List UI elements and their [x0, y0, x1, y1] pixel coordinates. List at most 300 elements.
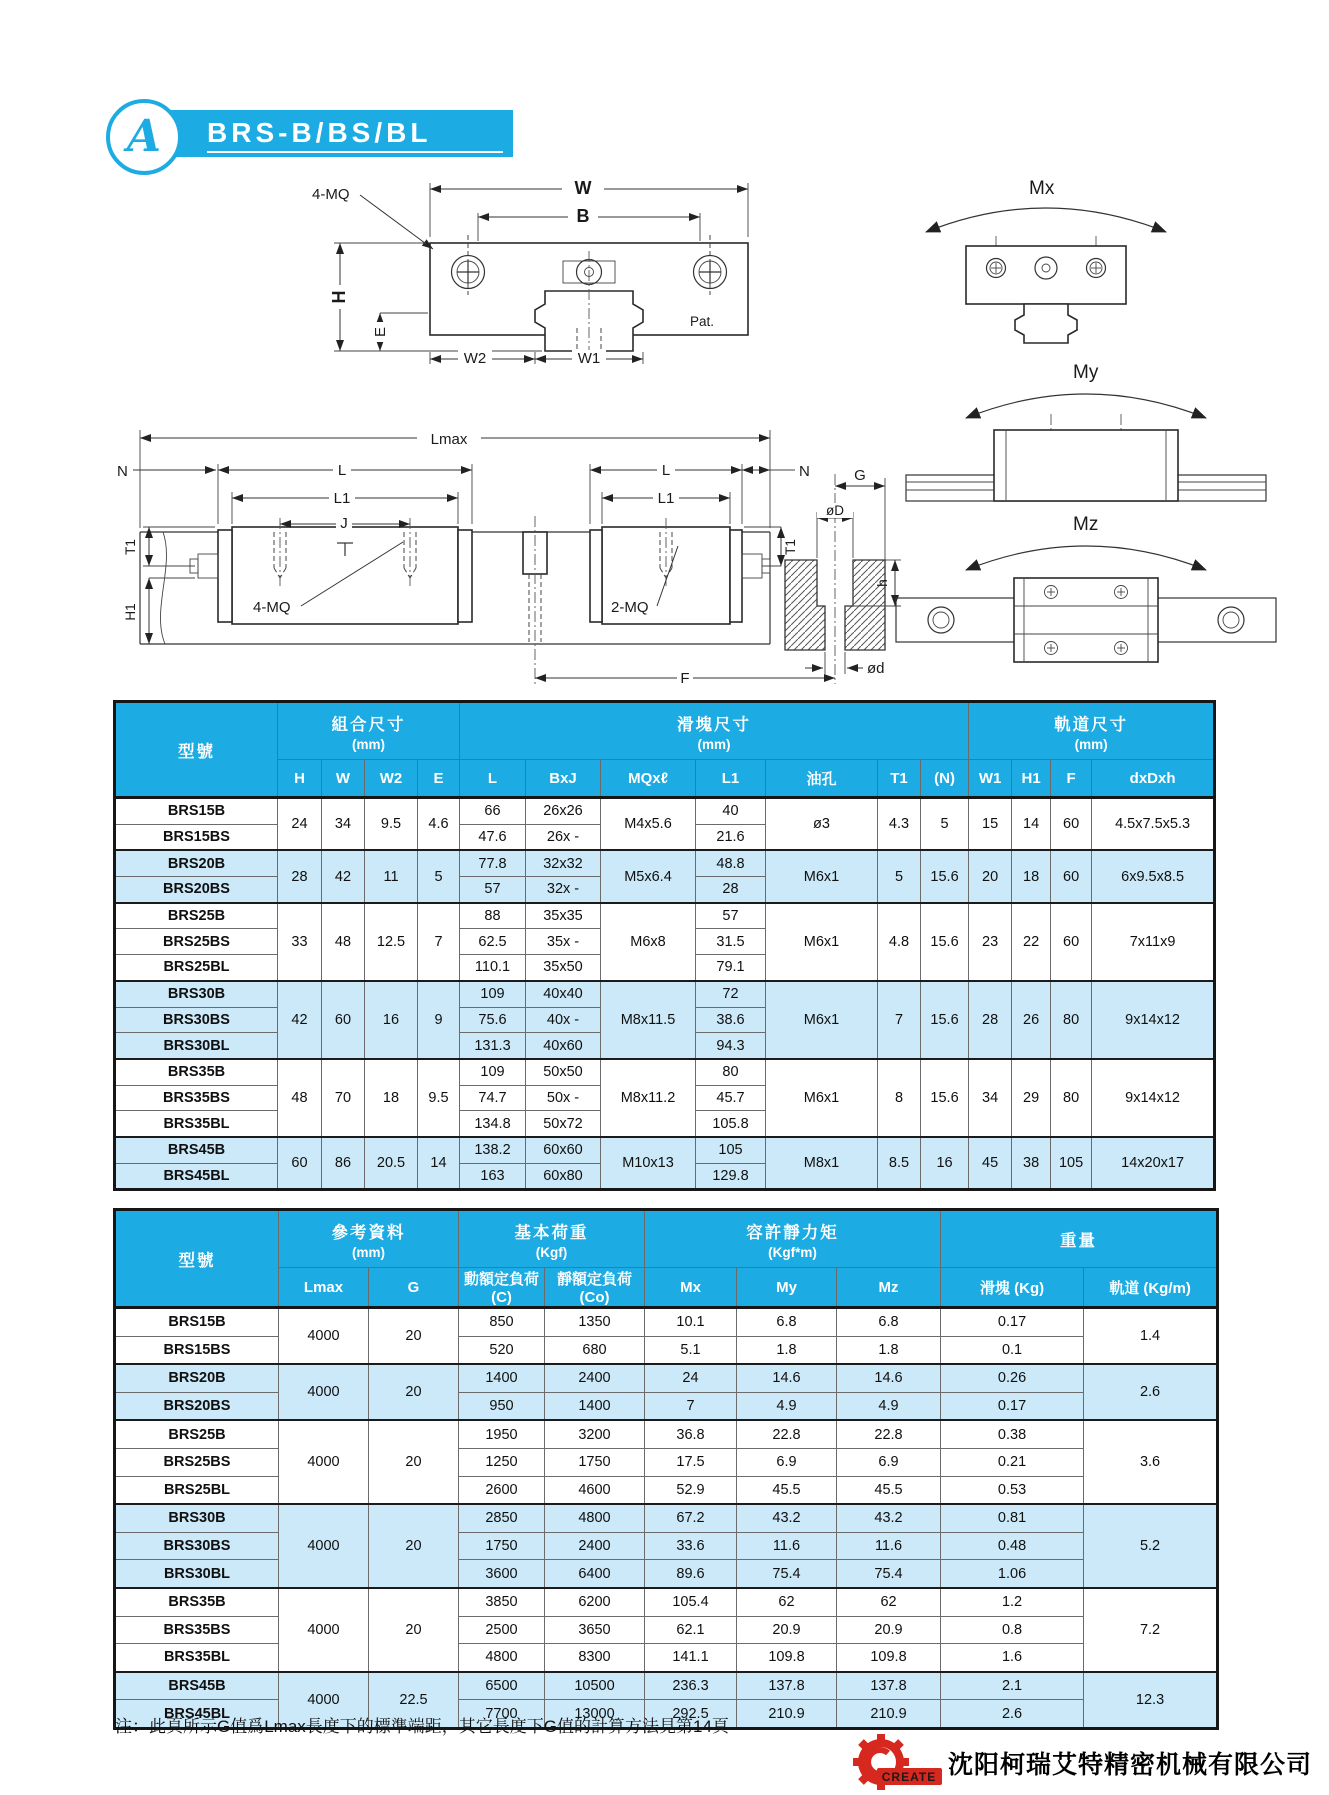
column-header: Mz: [837, 1268, 941, 1308]
model-cell: BRS45B: [115, 1137, 278, 1163]
shared-value-cell: 22: [1012, 903, 1051, 981]
table-row: [115, 903, 1215, 929]
value-cell: 45.5: [737, 1476, 837, 1504]
column-header: MQxℓ: [601, 760, 696, 798]
value-cell: 62.1: [645, 1616, 737, 1644]
model-cell: BRS30B: [115, 1504, 279, 1532]
value-cell: 0.81: [941, 1504, 1084, 1532]
shared-value-cell: 8: [878, 1059, 921, 1137]
value-cell: 35x -: [526, 929, 601, 955]
value-cell: 80: [696, 1059, 766, 1085]
dim-label-f: F: [680, 670, 690, 687]
model-column-header: 型號: [115, 1210, 279, 1308]
dim-label-4mq: 4-MQ: [312, 186, 350, 203]
rail-dims-header: [969, 702, 1215, 760]
group-header-row: [115, 702, 1215, 760]
moment-diagrams: [866, 168, 1306, 668]
value-cell: 52.9: [645, 1476, 737, 1504]
value-cell: 5.1: [645, 1336, 737, 1364]
value-cell: 75.4: [837, 1560, 941, 1588]
value-cell: 7: [645, 1392, 737, 1420]
model-cell: BRS15B: [115, 1308, 279, 1337]
group-header-label: 基本荷重: [514, 1223, 589, 1242]
value-cell: 6500: [459, 1672, 545, 1700]
value-cell: 1400: [545, 1392, 645, 1420]
dim-label-phi-d-big: øD: [826, 503, 844, 518]
shared-value-cell: 60: [1051, 850, 1092, 902]
sub-header-row: [115, 760, 1215, 798]
group-header-unit: (Kgf*m): [768, 1244, 817, 1260]
shared-value-cell: 4000: [279, 1672, 369, 1729]
shared-value-cell: 20: [369, 1504, 459, 1588]
value-cell: 88: [460, 903, 526, 929]
shared-value-cell: 5.2: [1084, 1504, 1218, 1588]
model-cell: BRS30BL: [115, 1033, 278, 1059]
page-title: BRS-B/BS/BL: [207, 117, 432, 148]
value-cell: 72: [696, 981, 766, 1007]
shared-value-cell: 8.5: [878, 1137, 921, 1190]
model-cell: BRS20BS: [115, 1392, 279, 1420]
basic-load-header: [459, 1210, 645, 1268]
model-cell: BRS30BS: [115, 1532, 279, 1560]
shared-value-cell: ø3: [766, 798, 878, 851]
shared-value-cell: M10x13: [601, 1137, 696, 1190]
side-view-diagram: [105, 366, 905, 696]
shared-value-cell: 4000: [279, 1588, 369, 1672]
column-header: L: [460, 760, 526, 798]
shared-value-cell: 16: [365, 981, 418, 1059]
value-cell: 26x -: [526, 824, 601, 850]
value-cell: 850: [459, 1308, 545, 1337]
value-cell: 40: [696, 798, 766, 825]
shared-value-cell: 5: [878, 850, 921, 902]
shared-value-cell: 24: [278, 798, 322, 851]
model-cell: BRS20B: [115, 1364, 279, 1392]
value-cell: 138.2: [460, 1137, 526, 1163]
model-cell: BRS45B: [115, 1672, 279, 1700]
dim-label-h: H: [329, 290, 349, 304]
dim-label-4mq: 4-MQ: [253, 599, 291, 616]
table-row: [115, 1059, 1215, 1085]
value-cell: 0.17: [941, 1392, 1084, 1420]
shared-value-cell: 4000: [279, 1364, 369, 1420]
value-cell: 60x80: [526, 1163, 601, 1190]
model-cell: BRS25BS: [115, 929, 278, 955]
reference-data-header: [279, 1210, 459, 1268]
model-cell: BRS35BS: [115, 1085, 278, 1111]
shared-value-cell: 9x14x12: [1092, 1059, 1215, 1137]
value-cell: 60x60: [526, 1137, 601, 1163]
model-cell: BRS30BL: [115, 1560, 279, 1588]
shared-value-cell: 15.6: [921, 1059, 969, 1137]
dim-label-j: J: [340, 515, 348, 532]
shared-value-cell: 20.5: [365, 1137, 418, 1190]
value-cell: 680: [545, 1336, 645, 1364]
shared-value-cell: 42: [278, 981, 322, 1059]
group-header-label: 滑塊尺寸: [677, 715, 752, 734]
shared-value-cell: 28: [969, 981, 1012, 1059]
shared-value-cell: 9x14x12: [1092, 981, 1215, 1059]
model-cell: BRS20B: [115, 850, 278, 876]
column-header: T1: [878, 760, 921, 798]
value-cell: 134.8: [460, 1111, 526, 1137]
shared-value-cell: 18: [365, 1059, 418, 1137]
shared-value-cell: 42: [322, 850, 365, 902]
dim-label-n-left: N: [117, 463, 128, 480]
shared-value-cell: 22.5: [369, 1672, 459, 1729]
dim-label-w1: W1: [577, 350, 601, 367]
column-header: 動額定負荷(C): [459, 1268, 545, 1308]
dimensions-table: [113, 700, 1216, 1191]
shared-value-cell: 11: [365, 850, 418, 902]
shared-value-cell: 60: [322, 981, 365, 1059]
dimensions-table-header: [115, 702, 1215, 798]
value-cell: 1.2: [941, 1588, 1084, 1616]
shared-value-cell: 20: [369, 1588, 459, 1672]
shared-value-cell: 70: [322, 1059, 365, 1137]
value-cell: 0.26: [941, 1364, 1084, 1392]
dim-label-e: E: [372, 326, 389, 338]
value-cell: 10.1: [645, 1308, 737, 1337]
value-cell: 43.2: [837, 1504, 941, 1532]
value-cell: 4.9: [837, 1392, 941, 1420]
value-cell: 6.9: [837, 1448, 941, 1476]
table-row: [115, 798, 1215, 825]
table-row: [115, 1308, 1218, 1337]
shared-value-cell: M6x8: [601, 903, 696, 981]
long-block-side-view: [190, 518, 472, 624]
value-cell: 1350: [545, 1308, 645, 1337]
value-cell: 4800: [459, 1644, 545, 1672]
shared-value-cell: 23: [969, 903, 1012, 981]
load-table-body: [115, 1308, 1218, 1729]
shared-value-cell: 4000: [279, 1504, 369, 1588]
value-cell: 75.6: [460, 1007, 526, 1033]
value-cell: 22.8: [737, 1420, 837, 1448]
value-cell: 2.6: [941, 1700, 1084, 1729]
model-cell: BRS30BS: [115, 1007, 278, 1033]
value-cell: 6.8: [837, 1308, 941, 1337]
shared-value-cell: 20: [969, 850, 1012, 902]
group-header-unit: (mm): [1074, 736, 1108, 752]
dim-label-h1: H1: [123, 603, 138, 621]
shared-value-cell: 14x20x17: [1092, 1137, 1215, 1190]
value-cell: 6.9: [737, 1448, 837, 1476]
value-cell: 2400: [545, 1532, 645, 1560]
value-cell: 210.9: [837, 1700, 941, 1729]
value-cell: 38.6: [696, 1007, 766, 1033]
value-cell: 2500: [459, 1616, 545, 1644]
value-cell: 94.3: [696, 1033, 766, 1059]
value-cell: 1.8: [737, 1336, 837, 1364]
value-cell: 24: [645, 1364, 737, 1392]
value-cell: 0.8: [941, 1616, 1084, 1644]
column-header: dxDxh: [1092, 760, 1215, 798]
column-header: F: [1051, 760, 1092, 798]
value-cell: 57: [460, 877, 526, 903]
column-header: E: [418, 760, 460, 798]
value-cell: 57: [696, 903, 766, 929]
column-header: H: [278, 760, 322, 798]
model-cell: BRS20BS: [115, 877, 278, 903]
value-cell: 1.06: [941, 1560, 1084, 1588]
shared-value-cell: 16: [921, 1137, 969, 1190]
model-cell: BRS45BL: [115, 1163, 278, 1190]
shared-value-cell: M6x1: [766, 903, 878, 981]
model-cell: BRS35BS: [115, 1616, 279, 1644]
shared-value-cell: 4.6: [418, 798, 460, 851]
dim-label-g: G: [854, 467, 866, 484]
value-cell: 210.9: [737, 1700, 837, 1729]
value-cell: 47.6: [460, 824, 526, 850]
shared-value-cell: 38: [1012, 1137, 1051, 1190]
value-cell: 1.6: [941, 1644, 1084, 1672]
value-cell: 10500: [545, 1672, 645, 1700]
shared-value-cell: M6x1: [766, 981, 878, 1059]
shared-value-cell: 6x9.5x8.5: [1092, 850, 1215, 902]
shared-value-cell: M5x6.4: [601, 850, 696, 902]
value-cell: 163: [460, 1163, 526, 1190]
table-row: [115, 1420, 1218, 1448]
dim-label-2mq: 2-MQ: [611, 599, 649, 616]
block-dims-header: [460, 702, 969, 760]
value-cell: 35x50: [526, 955, 601, 981]
value-cell: 74.7: [460, 1085, 526, 1111]
dim-label-phi-d-small: ød: [867, 660, 885, 677]
shared-value-cell: 5: [921, 798, 969, 851]
group-header-label: 重量: [1060, 1232, 1098, 1250]
group-header-label: 軌道尺寸: [1054, 715, 1129, 734]
dim-label-l-left: L: [337, 462, 347, 479]
value-cell: 43.2: [737, 1504, 837, 1532]
value-cell: 1.8: [837, 1336, 941, 1364]
column-header: 油孔: [766, 760, 878, 798]
shared-value-cell: 48: [322, 903, 365, 981]
shared-value-cell: 29: [1012, 1059, 1051, 1137]
group-header-unit: (mm): [352, 1244, 385, 1260]
model-cell: BRS15B: [115, 798, 278, 825]
value-cell: 11.6: [737, 1532, 837, 1560]
value-cell: 0.17: [941, 1308, 1084, 1337]
table-row: [115, 1137, 1215, 1163]
value-cell: 33.6: [645, 1532, 737, 1560]
value-cell: 3200: [545, 1420, 645, 1448]
value-cell: 45.5: [837, 1476, 941, 1504]
shared-value-cell: 5: [418, 850, 460, 902]
company-name: 沈阳柯瑞艾特精密机械有限公司: [948, 1751, 1313, 1779]
value-cell: 62.5: [460, 929, 526, 955]
value-cell: 1400: [459, 1364, 545, 1392]
shared-value-cell: 4000: [279, 1420, 369, 1504]
dimensions-table-body: [115, 798, 1215, 1190]
shared-value-cell: 7: [878, 981, 921, 1059]
patent-label: Pat.: [690, 314, 715, 329]
dim-label-w: W: [574, 178, 592, 198]
dim-label-t1-right: T1: [783, 539, 798, 555]
mz-label: Mz: [1073, 514, 1099, 535]
shared-value-cell: 7x11x9: [1092, 903, 1215, 981]
value-cell: 40x -: [526, 1007, 601, 1033]
my-label: My: [1073, 362, 1099, 383]
model-cell: BRS35BL: [115, 1111, 278, 1137]
value-cell: 109: [460, 981, 526, 1007]
shared-value-cell: 80: [1051, 981, 1092, 1059]
value-cell: 14.6: [737, 1364, 837, 1392]
model-cell: BRS25B: [115, 1420, 279, 1448]
dim-label-l1-left: L1: [333, 490, 351, 507]
table-row: [115, 1504, 1218, 1532]
grease-nipple-icon: [742, 554, 762, 578]
shared-value-cell: 20: [369, 1308, 459, 1365]
model-cell: BRS25BS: [115, 1448, 279, 1476]
shared-value-cell: 2.6: [1084, 1364, 1218, 1420]
shared-value-cell: 4000: [279, 1308, 369, 1365]
table-row: [115, 1364, 1218, 1392]
value-cell: 3850: [459, 1588, 545, 1616]
value-cell: 4.9: [737, 1392, 837, 1420]
shared-value-cell: 20: [369, 1364, 459, 1420]
value-cell: 75.4: [737, 1560, 837, 1588]
shared-value-cell: M4x5.6: [601, 798, 696, 851]
shared-value-cell: 12.3: [1084, 1672, 1218, 1729]
value-cell: 3650: [545, 1616, 645, 1644]
dim-label-l1-right: L1: [657, 490, 675, 507]
shared-value-cell: 18: [1012, 850, 1051, 902]
dim-label-t1-left: T1: [123, 539, 138, 555]
shared-value-cell: 1.4: [1084, 1308, 1218, 1365]
dim-label-h-small: h: [875, 579, 890, 587]
value-cell: 40x40: [526, 981, 601, 1007]
logo-wordmark: CREATE: [881, 1770, 937, 1784]
column-header: W2: [365, 760, 418, 798]
shared-value-cell: 15.6: [921, 850, 969, 902]
shared-value-cell: 45: [969, 1137, 1012, 1190]
table-row: [115, 981, 1215, 1007]
shared-value-cell: 14: [1012, 798, 1051, 851]
value-cell: 32x32: [526, 850, 601, 876]
group-header-unit: (Kgf): [535, 1244, 568, 1260]
column-header: 滑塊 (Kg): [941, 1268, 1084, 1308]
value-cell: 28: [696, 877, 766, 903]
model-cell: BRS35BL: [115, 1644, 279, 1672]
value-cell: 21.6: [696, 824, 766, 850]
value-cell: 236.3: [645, 1672, 737, 1700]
value-cell: 6400: [545, 1560, 645, 1588]
brand-logo-icon: [106, 99, 182, 175]
shared-value-cell: 4.5x7.5x5.3: [1092, 798, 1215, 851]
value-cell: 48.8: [696, 850, 766, 876]
value-cell: 292.5: [645, 1700, 737, 1729]
column-header: (N): [921, 760, 969, 798]
shared-value-cell: 9: [418, 981, 460, 1059]
column-header: G: [369, 1268, 459, 1308]
dim-label-n-right: N: [799, 463, 810, 480]
shared-value-cell: 9.5: [365, 798, 418, 851]
table-row: [115, 1588, 1218, 1616]
title-underline: [207, 151, 503, 153]
group-header-label: 組合尺寸: [331, 715, 406, 734]
shared-value-cell: 15.6: [921, 981, 969, 1059]
model-cell: BRS30B: [115, 981, 278, 1007]
value-cell: 20.9: [837, 1616, 941, 1644]
model-cell: BRS25BL: [115, 1476, 279, 1504]
model-cell: BRS35B: [115, 1588, 279, 1616]
mz-diagram: [896, 514, 1276, 662]
assembly-dims-header: [278, 702, 460, 760]
model-cell: BRS45BL: [115, 1700, 279, 1729]
value-cell: 62: [837, 1588, 941, 1616]
column-header: 靜額定負荷(Co): [545, 1268, 645, 1308]
column-header: Lmax: [279, 1268, 369, 1308]
value-cell: 4800: [545, 1504, 645, 1532]
shared-value-cell: 105: [1051, 1137, 1092, 1190]
shared-value-cell: 34: [969, 1059, 1012, 1137]
column-header: BxJ: [526, 760, 601, 798]
sub-header-row: [115, 1268, 1218, 1308]
shared-value-cell: 4.3: [878, 798, 921, 851]
value-cell: 35x35: [526, 903, 601, 929]
value-cell: 11.6: [837, 1532, 941, 1560]
dim-label-l-right: L: [661, 462, 671, 479]
value-cell: 129.8: [696, 1163, 766, 1190]
shared-value-cell: 7.2: [1084, 1588, 1218, 1672]
value-cell: 4600: [545, 1476, 645, 1504]
value-cell: 0.21: [941, 1448, 1084, 1476]
shared-value-cell: 34: [322, 798, 365, 851]
value-cell: 77.8: [460, 850, 526, 876]
value-cell: 105.8: [696, 1111, 766, 1137]
value-cell: 1950: [459, 1420, 545, 1448]
value-cell: 950: [459, 1392, 545, 1420]
shared-value-cell: 60: [1051, 903, 1092, 981]
shared-value-cell: 28: [278, 850, 322, 902]
shared-value-cell: 20: [369, 1420, 459, 1504]
model-cell: BRS15BS: [115, 824, 278, 850]
shared-value-cell: 80: [1051, 1059, 1092, 1137]
shared-value-cell: M6x1: [766, 1059, 878, 1137]
value-cell: 32x -: [526, 877, 601, 903]
column-header: L1: [696, 760, 766, 798]
shared-value-cell: 12.5: [365, 903, 418, 981]
value-cell: 1750: [545, 1448, 645, 1476]
value-cell: 0.1: [941, 1336, 1084, 1364]
group-header-row: [115, 1210, 1218, 1268]
value-cell: 109: [460, 1059, 526, 1085]
company-logo-icon: [850, 1731, 944, 1793]
shared-value-cell: 33: [278, 903, 322, 981]
shared-value-cell: 26: [1012, 981, 1051, 1059]
shared-value-cell: 15.6: [921, 903, 969, 981]
group-header-label: 參考資料: [331, 1223, 406, 1242]
load-table-header: [115, 1210, 1218, 1308]
value-cell: 50x72: [526, 1111, 601, 1137]
my-diagram: [906, 362, 1266, 501]
dim-label-lmax: Lmax: [430, 431, 468, 448]
value-cell: 14.6: [837, 1364, 941, 1392]
column-header: W1: [969, 760, 1012, 798]
load-ratings-table: [113, 1208, 1219, 1730]
model-cell: BRS35B: [115, 1059, 278, 1085]
shared-value-cell: 48: [278, 1059, 322, 1137]
value-cell: 89.6: [645, 1560, 737, 1588]
value-cell: 3600: [459, 1560, 545, 1588]
value-cell: 110.1: [460, 955, 526, 981]
value-cell: 109.8: [737, 1644, 837, 1672]
model-cell: BRS25B: [115, 903, 278, 929]
mx-label: Mx: [1029, 178, 1055, 199]
value-cell: 0.48: [941, 1532, 1084, 1560]
table-row: [115, 850, 1215, 876]
